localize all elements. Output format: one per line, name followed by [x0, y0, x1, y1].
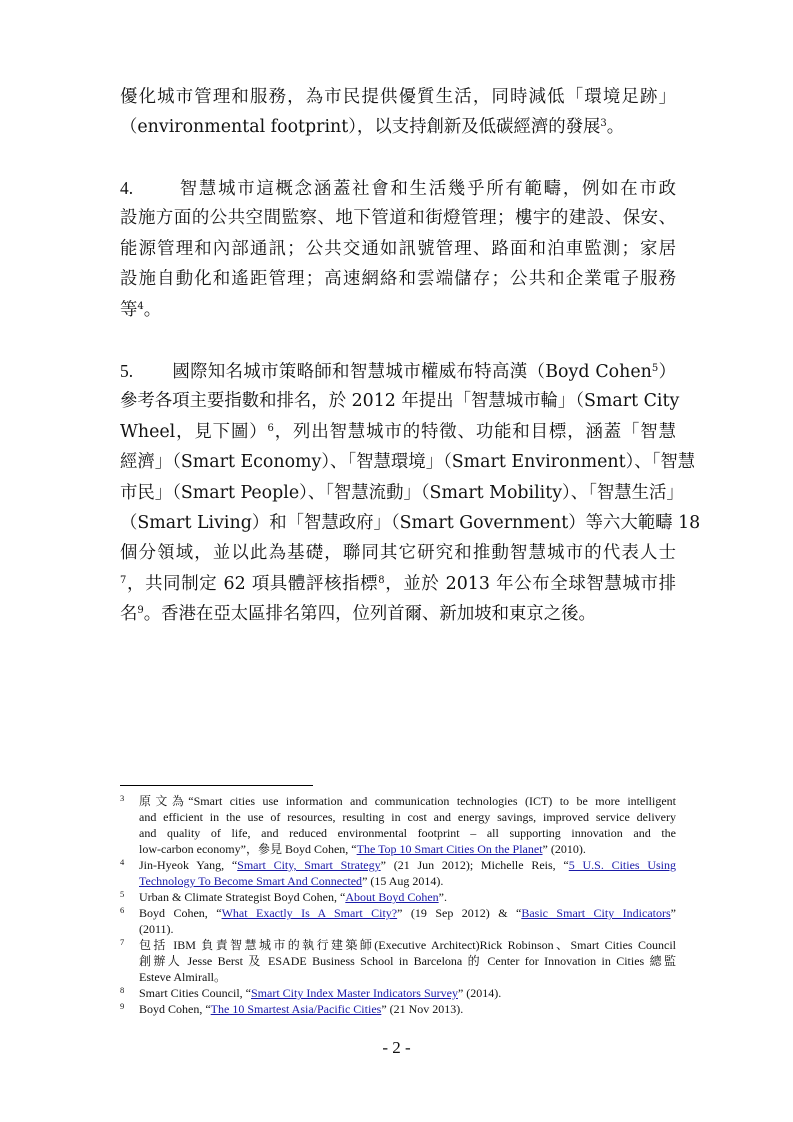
footnote-separator [120, 785, 313, 786]
footnotes [120, 793, 676, 1017]
text-line: 經濟」（Smart Economy）、「智慧環境」（Smart Environment）、「智慧 [120, 452, 696, 473]
footnote-ref[interactable]: 4 [137, 300, 144, 312]
page-number: - 2 - [382, 1038, 411, 1057]
footnote-8: 8 Smart Cities Council, “Smart City Index Master Indicators Survey” (2014). [120, 985, 676, 1001]
footnote-ref[interactable]: 8 [378, 574, 385, 586]
footnote-mark: 6 [120, 905, 125, 915]
footnote-ref[interactable]: 9 [137, 605, 144, 617]
footnote-ref[interactable]: 3 [600, 118, 607, 130]
paragraph-continuation [120, 82, 676, 143]
paragraph-number: 4. [120, 178, 134, 198]
footnote-3: 3 原文為“Smart cities use information and communication technologies (ICT) to be more intelligent and efficient in the use of resources, resulting in cost and energy savings, improved service delivery and quality of life, and reduced environmental footprint – all supporting innovation and the low-carbon economy”，參見 Boyd Cohen, “The Top 10 Smart Cities On the Planet” (2010). [120, 793, 676, 857]
footnote-link[interactable]: Smart City Index Master Indicators Survey [251, 986, 458, 1000]
paragraph-5 [120, 356, 701, 630]
footnote-link[interactable]: What Exactly Is A Smart City? [221, 906, 398, 920]
footnote-6: 6 Boyd Cohen, “What Exactly Is A Smart City?” (19 Sep 2012) & “Basic Smart City Indicators” (2011). [120, 905, 676, 937]
text-line: Wheel，見下圖）$^6$，列出智慧城市的特徵、功能和目標，涵蓋「智慧 [120, 421, 676, 442]
text-line: 4. 智慧城市這概念涵蓋社會和生活幾乎所有範疇，例如在市政 [120, 173, 676, 203]
footnote-mark: 4 [120, 857, 125, 867]
text-line: $^7$，共同制定 62 項具體評核指標$^8$，並於 2013 年公布全球智慧城市排 [120, 573, 676, 594]
text-line: （Smart Living）和「智慧政府」（Smart Government）等六大範疇 18 [120, 512, 701, 533]
paragraph-number: 5. [120, 361, 134, 381]
footnote-9: 9 Boyd Cohen, “The 10 Smartest Asia/Pacific Cities” (21 Nov 2013). [120, 1001, 676, 1017]
text-line: 優化城市管理和服務，為市民提供優質生活，同時減低「環境足跡」 [120, 87, 676, 107]
text-line: 設施方面的公共空間監察、地下管道和街燈管理；樓宇的建設、保安、 [120, 208, 676, 229]
paragraph-4 [120, 173, 676, 325]
footnote-4: 4 Jin-Hyeok Yang, “Smart City, Smart Strategy” (21 Jun 2012); Michelle Reis, “5 U.S. Cities Using Technology To Become Smart And Connected” (15 Aug 2014). [120, 857, 676, 889]
footnote-link[interactable]: About Boyd Cohen [345, 890, 439, 904]
footnote-mark: 3 [120, 793, 125, 803]
text-line: 5. 國際知名城市策略師和智慧城市權威布特高漢（Boyd Cohen$^5$） [120, 356, 676, 386]
text-line: 等$^4$。 [120, 299, 162, 320]
text-line: 設施自動化和遙距管理；高速網絡和雲端儲存；公共和企業電子服務 [120, 269, 676, 290]
text-line: 個分領域，並以此為基礎，聯同其它研究和推動智慧城市的代表人士 [120, 543, 676, 564]
footnote-ref[interactable]: 5 [651, 363, 659, 374]
footnote-mark: 9 [120, 1001, 125, 1011]
footnote-7: 7 包括 IBM 負責智慧城市的執行建築師(Executive Architect)Rick Robinson、Smart Cities Council 創辦人 Jesse Berst 及 ESADE Business School in Barcelona 的 Center for Innovation in Cities 總監 Esteve Almirall。 [120, 937, 676, 985]
footnote-link[interactable]: The Top 10 Smart Cities On the Planet [356, 842, 543, 856]
footnote-ref[interactable]: 7 [120, 574, 127, 586]
text-line: （environmental footprint），以支持創新及低碳經濟的發展$^3$。 [120, 117, 625, 138]
footnote-link[interactable]: Technology To Become Smart And Connected [139, 874, 363, 888]
footnote-mark: 5 [120, 889, 125, 899]
footnote-5: 5 Urban & Climate Strategist Boyd Cohen, “About Boyd Cohen”. [120, 889, 676, 905]
text-line: 市民」（Smart People）、「智慧流動」（Smart Mobility）、「智慧生活」 [120, 482, 684, 503]
text-line: 能源管理和內部通訊；公共交通如訊號管理、路面和泊車監測；家居 [120, 238, 676, 259]
text-line: 參考各項主要指數和排名，於 2012 年提出「智慧城市輪」（Smart City [120, 391, 680, 412]
footnote-link[interactable]: The 10 Smartest Asia/Pacific Cities [210, 1002, 382, 1016]
footnote-link[interactable]: 5 U.S. Cities Using [568, 858, 677, 872]
footnote-link[interactable]: Smart City, Smart Strategy [237, 858, 381, 872]
footnote-ref[interactable]: 6 [267, 422, 274, 434]
footnote-mark: 8 [120, 985, 125, 995]
text-line: 名$^9$。香港在亞太區排名第四，位列首爾、新加坡和東京之後。 [120, 604, 596, 625]
footnote-link[interactable]: Basic Smart City Indicators [521, 906, 671, 920]
footnote-mark: 7 [120, 937, 125, 947]
